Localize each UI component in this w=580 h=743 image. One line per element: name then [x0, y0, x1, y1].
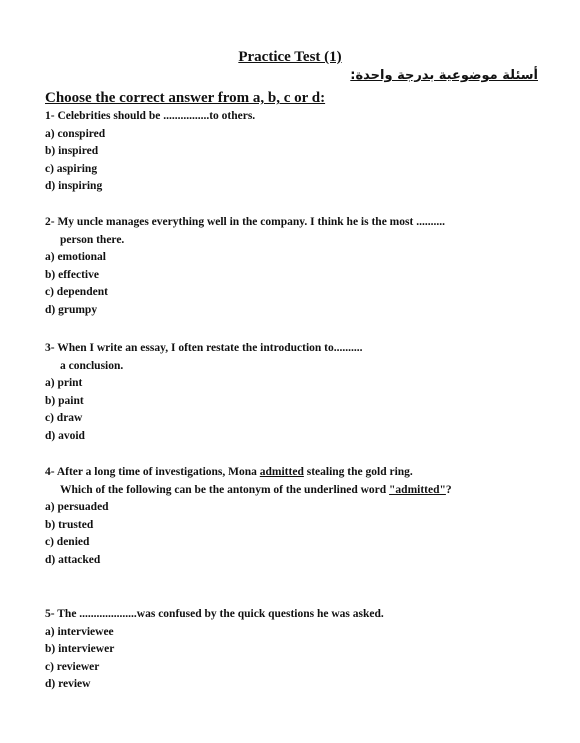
- option-b: b) inspired: [45, 145, 99, 157]
- option-a: a) conspired: [45, 127, 106, 140]
- question-1: [45, 108, 545, 196]
- option-b: b) interviewer: [45, 643, 115, 655]
- option-b: b) paint: [45, 394, 84, 407]
- question-stem: 2- My uncle manages everything well in the company. I think he is the most ..........: [45, 216, 445, 228]
- question-5: [45, 606, 545, 694]
- option-a: a) persuaded: [45, 501, 109, 513]
- underlined-word: "admitted": [389, 483, 446, 496]
- question-stem: 3- When I write an essay, I often restate the introduction to..........: [45, 342, 363, 354]
- question-4: [45, 464, 545, 569]
- option-d: d) review: [45, 678, 91, 690]
- stem-text: ?: [445, 483, 452, 496]
- option-c: c) denied: [45, 536, 90, 548]
- page-title: Practice Test (1): [238, 49, 342, 65]
- question-stem-continuation: person there.: [60, 233, 125, 246]
- option-d: d) attacked: [45, 553, 101, 566]
- option-a: a) interviewee: [45, 625, 114, 638]
- question-stem-continuation: [45, 482, 545, 500]
- question-stem: 1- Celebrities should be ................to others.: [45, 110, 256, 122]
- option-a: a) emotional: [45, 251, 107, 263]
- question-stem: [45, 464, 545, 482]
- question-stem: 5- The ....................was confused by the quick questions he was asked.: [45, 608, 384, 620]
- question-2: [45, 214, 545, 319]
- underlined-word: admitted: [259, 466, 304, 478]
- question-3: [45, 340, 545, 445]
- question-stem-continuation: a conclusion.: [60, 359, 124, 372]
- option-c: c) reviewer: [45, 660, 100, 673]
- stem-text: stealing the gold ring.: [303, 466, 413, 478]
- option-c: c) draw: [45, 412, 83, 424]
- arabic-heading: أسئلة موضوعية بدرجة واحدة:: [350, 68, 538, 83]
- option-a: a) print: [45, 377, 83, 389]
- option-b: b) effective: [45, 268, 99, 281]
- option-b: b) trusted: [45, 518, 94, 531]
- option-c: c) aspiring: [45, 162, 98, 175]
- stem-text: 4- After a long time of investigations, Mona: [45, 466, 260, 478]
- instruction-heading: Choose the correct answer from a, b, c or d:: [45, 90, 326, 106]
- option-d: d) inspiring: [45, 180, 103, 192]
- option-d: d) avoid: [45, 429, 85, 442]
- option-c: c) dependent: [45, 286, 108, 298]
- option-d: d) grumpy: [45, 303, 98, 316]
- stem-text: Which of the following can be the antonym of the underlined word: [60, 483, 390, 496]
